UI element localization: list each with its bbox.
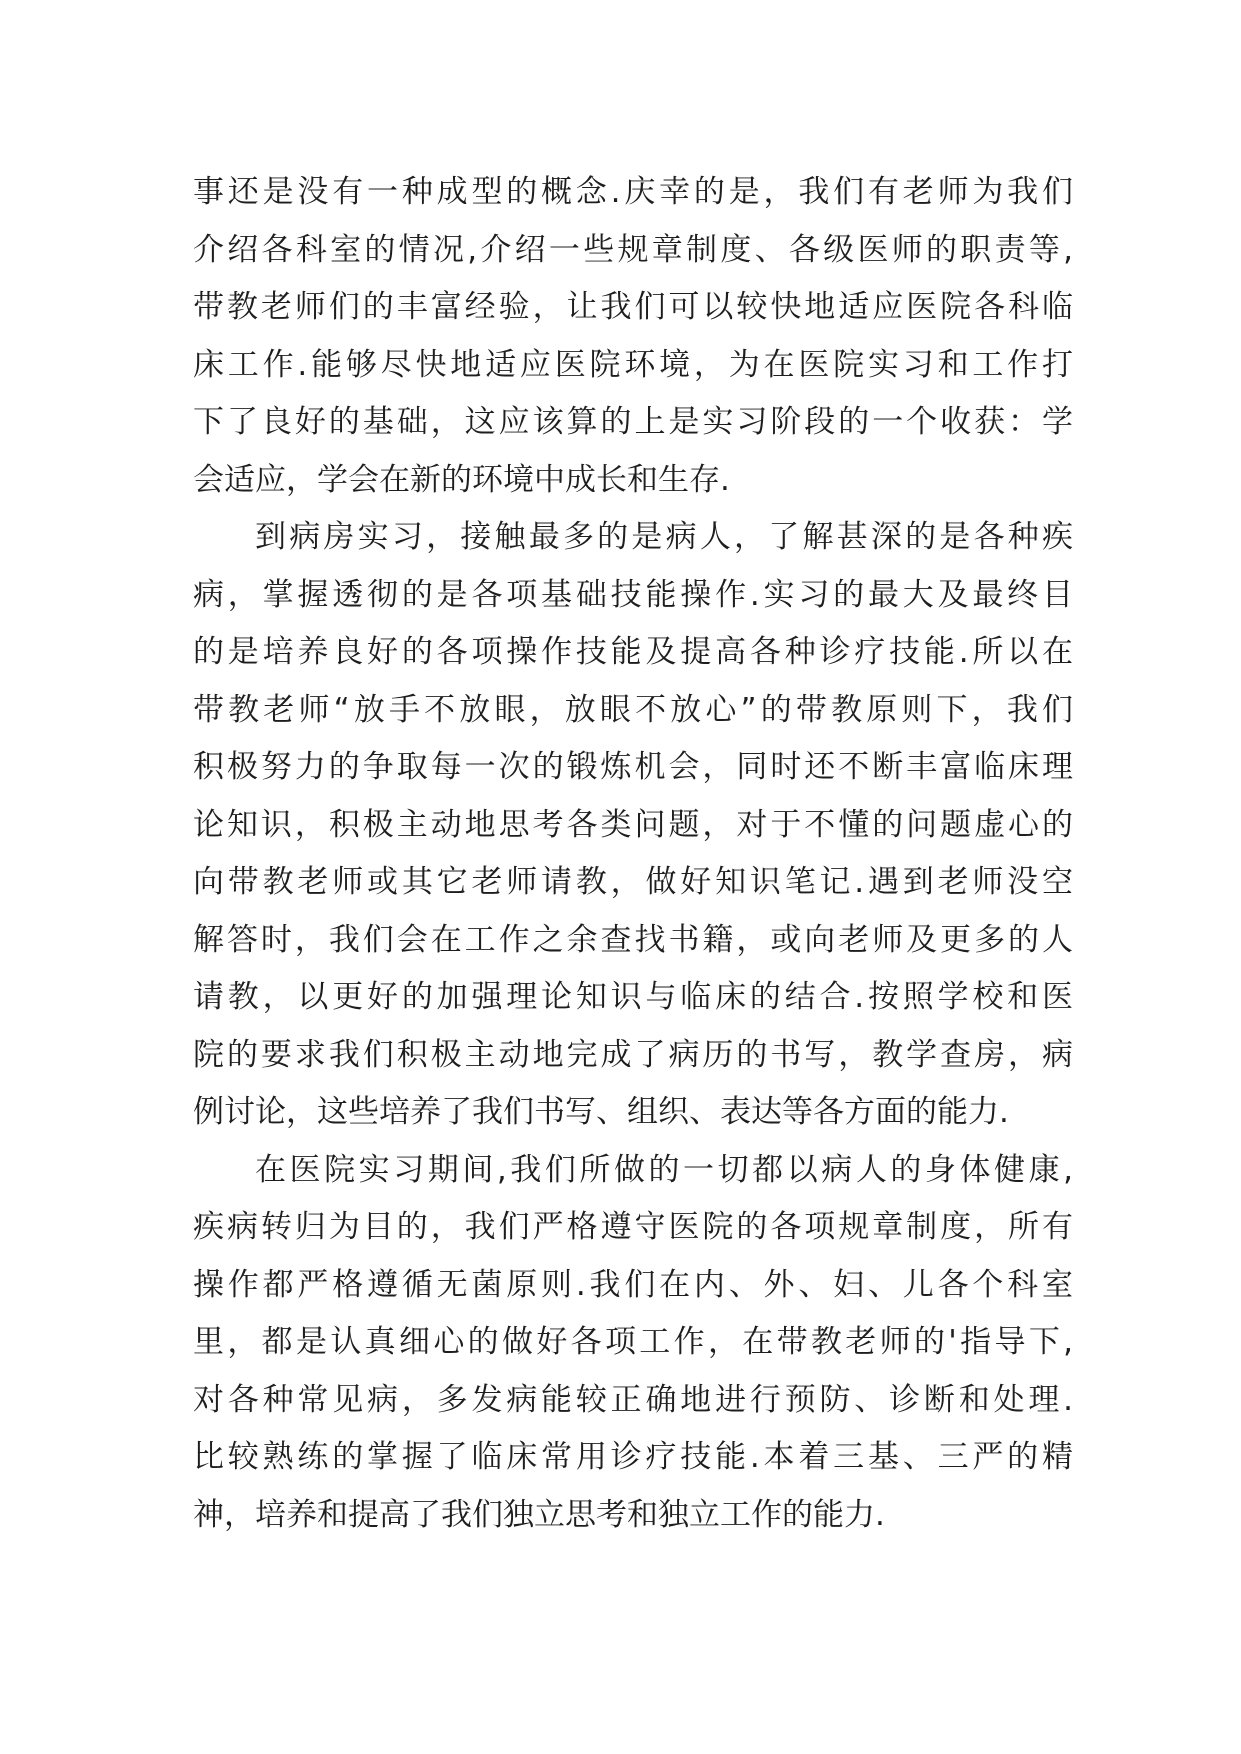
text-line: 请教，以更好的加强理论知识与临床的结合.按照学校和医 (193, 979, 1073, 1015)
text-line: 带教老师们的丰富经验，让我们可以较快地适应医院各科临 (193, 289, 1073, 325)
text-line: 带教老师“放手不放眼，放眼不放心”的带教原则下，我们 (193, 691, 1073, 728)
paragraph (193, 509, 1073, 1142)
text-line: 到病房实习，接触最多的是病人，了解甚深的是各种疾 (255, 519, 1073, 555)
text-line: 向带教老师或其它老师请教，做好知识笔记.遇到老师没空 (193, 864, 1073, 900)
text-line: 的是培养良好的各项操作技能及提高各种诊疗技能.所以在 (193, 634, 1073, 670)
text-line: 病，掌握透彻的是各项基础技能操作.实习的最大及最终目 (193, 576, 1073, 613)
text-line: 神，培养和提高了我们独立思考和独立工作的能力. (193, 1496, 885, 1533)
text-line: 积极努力的争取每一次的锻炼机会，同时还不断丰富临床理 (193, 749, 1073, 785)
text-line: 操作都严格遵循无菌原则.我们在内、外、妇、儿各个科室 (193, 1266, 1073, 1303)
text-line: 下了良好的基础，这应该算的上是实习阶段的一个收获：学 (193, 404, 1073, 440)
text-line: 事还是没有一种成型的概念.庆幸的是，我们有老师为我们 (193, 174, 1073, 210)
document-body (193, 164, 1073, 1544)
text-line: 对各种常见病，多发病能较正确地进行预防、诊断和处理. (193, 1381, 1073, 1418)
text-line: 会适应，学会在新的环境中成长和生存. (193, 461, 730, 498)
paragraph (193, 1142, 1073, 1545)
text-line: 比较熟练的掌握了临床常用诊疗技能.本着三基、三严的精 (193, 1439, 1073, 1475)
text-line: 床工作.能够尽快地适应医院环境，为在医院实习和工作打 (193, 346, 1073, 383)
text-line: 里，都是认真细心的做好各项工作，在带教老师的'指导下, (193, 1324, 1073, 1360)
paragraph (193, 164, 1073, 509)
text-line: 解答时，我们会在工作之余查找书籍，或向老师及更多的人 (193, 921, 1073, 958)
text-line: 例讨论，这些培养了我们书写、组织、表达等各方面的能力. (193, 1094, 1009, 1130)
text-line: 论知识，积极主动地思考各类问题，对于不懂的问题虚心的 (193, 806, 1073, 843)
text-line: 介绍各科室的情况,介绍一些规章制度、各级医师的职责等, (193, 231, 1073, 268)
text-line: 疾病转归为目的，我们严格遵守医院的各项规章制度，所有 (193, 1209, 1073, 1245)
text-line: 院的要求我们积极主动地完成了病历的书写，教学查房，病 (193, 1036, 1073, 1073)
text-line: 在医院实习期间,我们所做的一切都以病人的身体健康, (255, 1151, 1073, 1188)
